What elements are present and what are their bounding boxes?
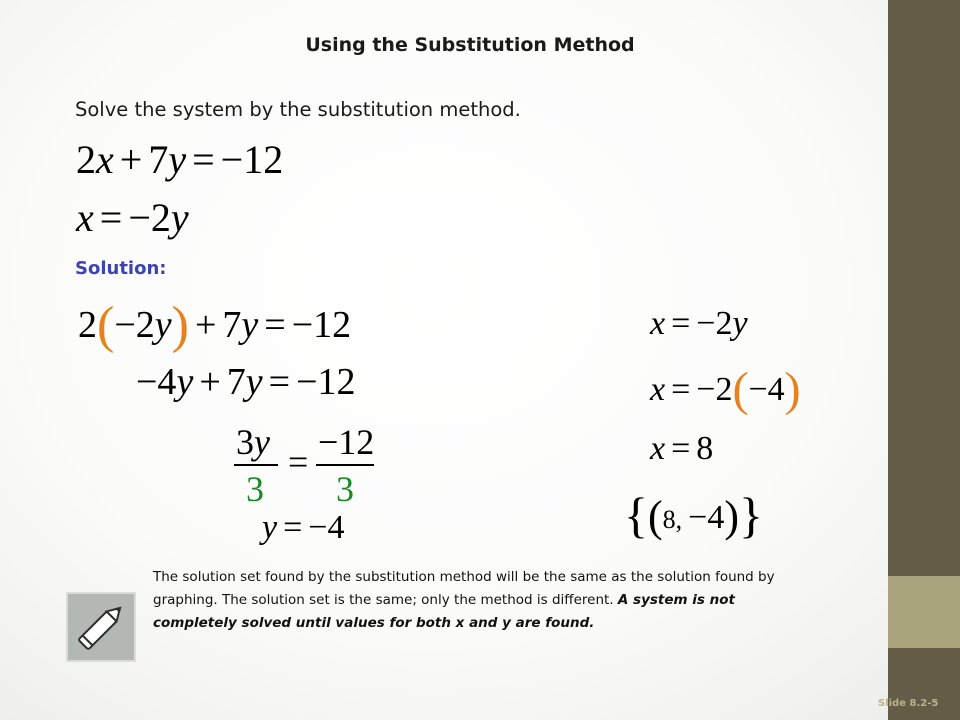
- eq2-var-x: x: [76, 195, 94, 240]
- step2-equals: =: [268, 361, 291, 403]
- step2-var-y: y: [176, 361, 194, 403]
- eq2-equals: =: [99, 195, 123, 240]
- right-step-3: [650, 432, 713, 466]
- pair-close-paren: ): [724, 492, 739, 541]
- frac-equals: =: [288, 442, 309, 482]
- step1-var: y: [154, 304, 172, 346]
- pair-x: 8: [662, 505, 676, 534]
- eq1-rhs: −12: [220, 137, 284, 182]
- step2-plus: +: [199, 361, 221, 403]
- slide-title: Using the Substitution Method: [305, 34, 635, 56]
- r2-open-paren: (: [732, 363, 749, 416]
- left-step-2: [136, 363, 356, 401]
- system-equation-2: [76, 195, 189, 240]
- step1-var-y: y: [241, 304, 259, 346]
- pair-open-paren: (: [648, 492, 663, 541]
- step2-coef-a: −4: [136, 361, 177, 403]
- frac-right-numerator: −12: [318, 422, 375, 462]
- eq1-var-y: y: [168, 137, 187, 182]
- set-close-brace: }: [739, 487, 763, 543]
- frac-right-bar: [316, 464, 374, 466]
- step1-coef: 2: [78, 304, 97, 346]
- r2-var-x: x: [650, 371, 666, 408]
- note-emphasis: A system is not completely solved until values for both x and y are found.: [153, 592, 736, 631]
- r1-var-y: y: [732, 305, 748, 342]
- right-step-2: [650, 363, 801, 416]
- left-step-1: [78, 297, 352, 354]
- eq2-var-y: y: [170, 195, 189, 240]
- step1-close-paren: ): [171, 297, 189, 354]
- r3-equals: =: [671, 430, 691, 467]
- eq1-coef-a: 2: [76, 137, 96, 182]
- frac-left-num-coef: 3: [236, 422, 254, 462]
- step1-plus: +: [194, 304, 217, 346]
- right-step-1: [650, 307, 748, 341]
- sidebar-accent-band: [888, 576, 960, 648]
- eq1-var-x: x: [96, 137, 114, 182]
- r2-value: −4: [748, 371, 785, 408]
- system-equation-1: [76, 137, 284, 182]
- step1-rhs: −12: [291, 304, 352, 346]
- step2-var-y2: y: [245, 361, 263, 403]
- step4-rhs: −4: [308, 509, 345, 546]
- frac-left-numerator: [236, 424, 270, 460]
- step1-inner: −2: [114, 304, 155, 346]
- left-step-4: [262, 511, 344, 545]
- eq2-rhs: −2: [128, 195, 171, 240]
- note-body: The solution set found by the substitution method will be the same as the solution found by graphing. The solution set is the same; only the method is different.: [153, 569, 775, 608]
- note-text: [153, 566, 821, 635]
- r1-rhs: −2: [696, 305, 733, 342]
- step1-open-paren: (: [97, 297, 115, 354]
- r3-rhs: 8: [696, 430, 714, 467]
- r2-rhs: −2: [696, 371, 733, 408]
- slide-number: Slide 8.2-5: [878, 698, 939, 709]
- eq1-plus: +: [119, 137, 143, 182]
- frac-left-num-var: y: [254, 422, 270, 462]
- solution-set: [624, 487, 763, 543]
- r1-var-x: x: [650, 305, 666, 342]
- step4-var-y: y: [262, 509, 278, 546]
- r1-equals: =: [671, 305, 691, 342]
- step1-equals: =: [264, 304, 286, 346]
- problem-prompt: Solve the system by the substitution method.: [75, 98, 521, 121]
- r3-var-x: x: [650, 430, 666, 467]
- pair-y: −4: [688, 499, 725, 536]
- frac-right-denominator: 3: [336, 469, 354, 509]
- r2-equals: =: [671, 371, 691, 408]
- eq1-equals: =: [192, 137, 215, 182]
- left-step-3-fraction-equation: [232, 424, 382, 508]
- step1-coef-b: 7: [222, 304, 242, 346]
- eq1-coef-b: 7: [148, 137, 169, 182]
- sidebar: [888, 0, 960, 720]
- step2-rhs: −12: [296, 361, 356, 403]
- pair-comma: ,: [675, 505, 683, 534]
- frac-left-denominator: 3: [246, 469, 264, 509]
- r2-close-paren: ): [784, 363, 801, 416]
- set-open-brace: {: [624, 487, 648, 543]
- solution-label: Solution:: [75, 258, 167, 279]
- step4-equals: =: [283, 509, 303, 546]
- frac-left-bar: [234, 464, 278, 466]
- pencil-icon: [66, 592, 136, 662]
- step2-coef-b: 7: [226, 361, 246, 403]
